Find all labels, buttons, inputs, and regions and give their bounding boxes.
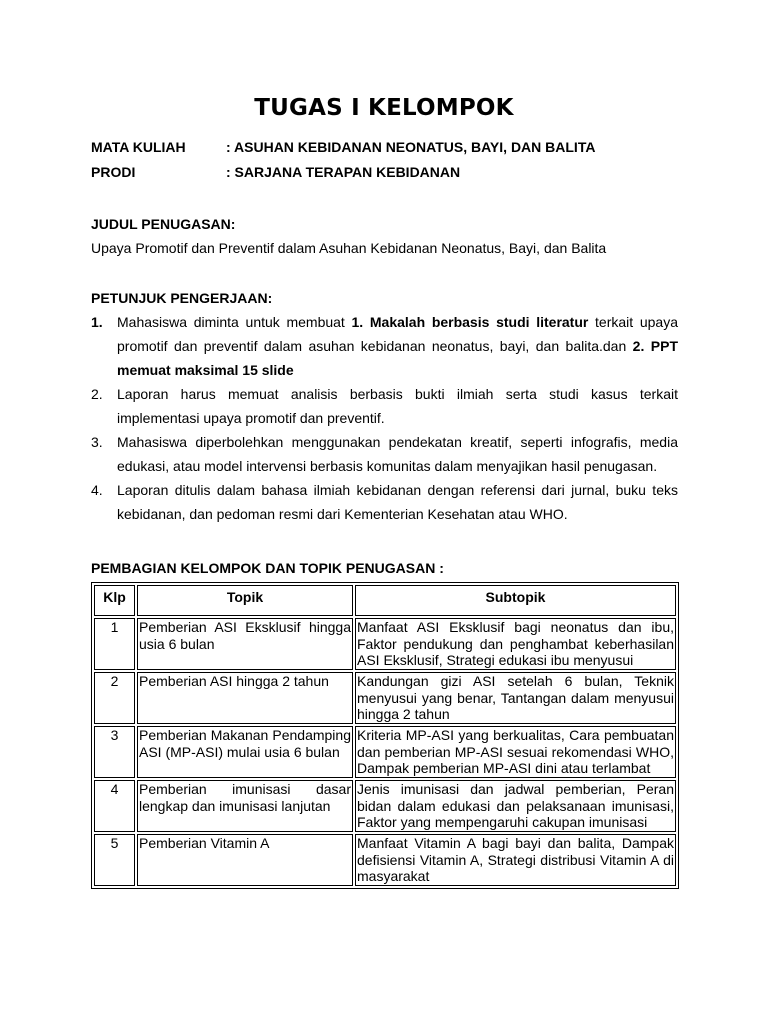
cell-klp: 5	[94, 834, 135, 886]
table-row	[94, 672, 676, 724]
meta-label: MATA KULIAH	[91, 139, 186, 155]
cell-subtopik: Kriteria MP-ASI yang berkualitas, Cara pembuatan dan pemberian MP-ASI sesuai rekomendasi WHO, Dampak pemberian MP-ASI dini atau terlambat	[357, 727, 674, 776]
table-header-row	[94, 585, 676, 616]
item-number: 3.	[91, 434, 103, 450]
item-text	[117, 310, 678, 382]
item-number: 1.	[91, 314, 103, 330]
cell-subtopik: Manfaat Vitamin A bagi bayi dan balita, Dampak defisiensi Vitamin A, Strategi distribusi Vitamin A di masyarakat	[357, 835, 674, 884]
cell-subtopik: Kandungan gizi ASI setelah 6 bulan, Teknik menyusui yang benar, Tantangan dalam menyusui hingga 2 tahun	[357, 673, 674, 722]
item-text: Laporan harus memuat analisis berbasis bukti ilmiah serta studi kasus terkait implementasi upaya promotif dan preventif.	[117, 386, 678, 426]
cell-klp: 2	[94, 672, 135, 724]
cell-subtopik: Manfaat ASI Eksklusif bagi neonatus dan ibu, Faktor pendukung dan penghambat keberhasilan ASI Eksklusif, Strategi edukasi ibu menyusui	[357, 619, 674, 668]
judul-text: Upaya Promotif dan Preventif dalam Asuhan Kebidanan Neonatus, Bayi, dan Balita	[91, 240, 607, 256]
cell-klp: 1	[94, 618, 135, 670]
item-text-bold: 1. Makalah berbasis studi literatur	[351, 314, 589, 330]
item-text-part: Mahasiswa diminta untuk membuat	[117, 314, 352, 330]
cell-klp: 4	[94, 780, 135, 832]
cell-subtopik: Jenis imunisasi dan jadwal pemberian, Peran bidan dalam edukasi dan pelaksanaan imunisasi, Faktor yang mempengaruhi cakupan imunisasi	[357, 781, 674, 830]
instruction-list	[91, 310, 678, 526]
petunjuk-heading: PETUNJUK PENGERJAAN:	[91, 290, 273, 306]
meta-value: : ASUHAN KEBIDANAN NEONATUS, BAYI, DAN BALITA	[226, 139, 596, 155]
judul-heading: JUDUL PENUGASAN:	[91, 216, 236, 232]
table-row	[94, 834, 676, 886]
cell-topik: Pemberian ASI Eksklusif hingga usia 6 bulan	[137, 618, 353, 670]
pembagian-heading: PEMBAGIAN KELOMPOK DAN TOPIK PENUGASAN :	[91, 560, 444, 576]
list-item	[91, 478, 678, 526]
column-header-subtopik: Subtopik	[355, 585, 676, 616]
item-text-part: terkait upaya promotif dan preventif dalam asuhan kebidanan neonatus, bayi, dan balita.dan	[117, 314, 678, 354]
cell-topik: Pemberian Makanan Pendamping ASI (MP-ASI) mulai usia 6 bulan	[137, 726, 353, 778]
cell-topik: Pemberian ASI hingga 2 tahun	[137, 672, 353, 724]
cell-klp: 3	[94, 726, 135, 778]
meta-value: : SARJANA TERAPAN KEBIDANAN	[226, 164, 461, 180]
meta-label: PRODI	[91, 164, 136, 180]
list-item	[91, 430, 678, 478]
list-item	[91, 310, 678, 382]
item-text: Mahasiswa diperbolehkan menggunakan pendekatan kreatif, seperti infografis, media edukasi, atau model intervensi berbasis komunitas dalam menyajikan hasil penugasan.	[117, 434, 678, 474]
table-row	[94, 780, 676, 832]
group-table	[91, 582, 679, 889]
item-text-bold: 2. PPT memuat maksimal 15 slide	[117, 338, 678, 378]
item-number: 2.	[91, 386, 103, 402]
column-header-topik: Topik	[137, 585, 353, 616]
table-row	[94, 618, 676, 670]
list-item	[91, 382, 678, 430]
column-header-klp: Klp	[94, 585, 135, 616]
page-title: TUGAS I KELOMPOK	[254, 95, 514, 121]
table-row	[94, 726, 676, 778]
item-text: Laporan ditulis dalam bahasa ilmiah kebidanan dengan referensi dari jurnal, buku teks kebidanan, dan pedoman resmi dari Kementerian Kesehatan atau WHO.	[117, 482, 678, 522]
cell-topik: Pemberian Vitamin A	[137, 834, 353, 886]
item-number: 4.	[91, 482, 103, 498]
cell-topik: Pemberian imunisasi dasar lengkap dan imunisasi lanjutan	[137, 780, 353, 832]
